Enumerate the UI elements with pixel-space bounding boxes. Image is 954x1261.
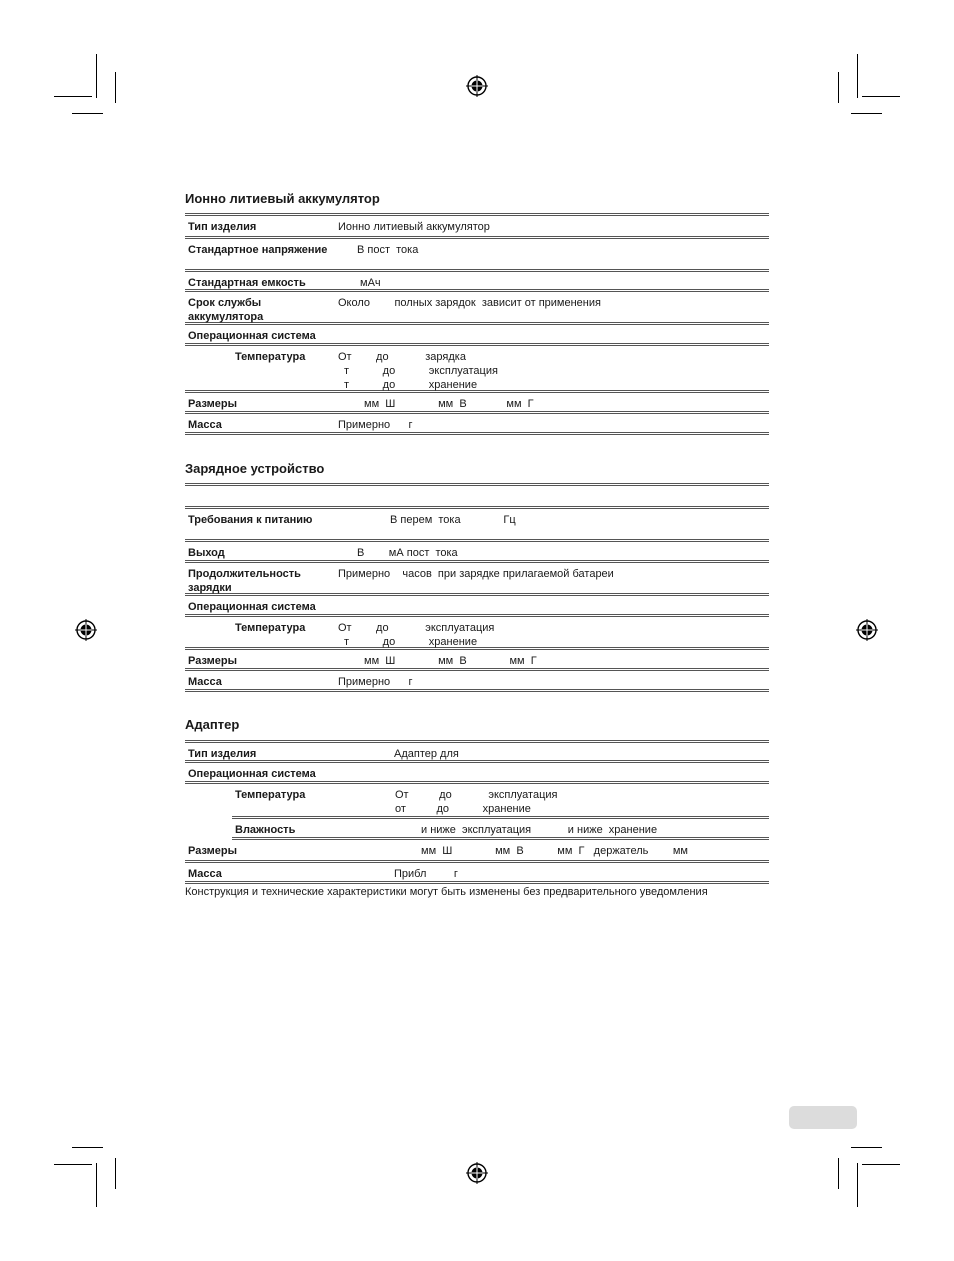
- registration-mark-icon: [466, 75, 488, 97]
- row-label: Температура: [235, 622, 306, 634]
- row-label: Влажность: [235, 824, 296, 836]
- section-title: Ионно литиевый аккумулятор: [185, 191, 380, 206]
- table-row: [185, 617, 769, 647]
- spec-table: [185, 740, 769, 884]
- crop-mark: [857, 54, 858, 98]
- table-rule: [185, 432, 769, 435]
- table-row: [185, 292, 769, 322]
- table-row: [185, 216, 769, 236]
- row-label: Требования к питанию: [188, 514, 313, 526]
- row-value: т до эксплуатация: [344, 365, 498, 377]
- crop-mark: [851, 113, 882, 114]
- section-title: Адаптер: [185, 717, 240, 732]
- registration-mark-icon: [75, 619, 97, 641]
- section-title: Зарядное устройство: [185, 461, 325, 476]
- row-value: Около полных зарядок зависит от применения: [338, 297, 601, 309]
- table-row: [185, 671, 769, 689]
- row-label: Срок службы аккумулятора: [188, 297, 264, 323]
- table-row: [185, 486, 769, 506]
- row-label: Размеры: [188, 655, 238, 667]
- table-row: [185, 414, 769, 432]
- page-number-tab: [789, 1106, 857, 1129]
- crop-mark: [54, 96, 92, 97]
- table-row: [185, 563, 769, 593]
- footnote: Конструкция и технические характеристики могут быть изменены без предварительного уведомления: [185, 886, 708, 898]
- row-value: В пост тока: [357, 244, 419, 256]
- row-label: Масса: [188, 419, 222, 431]
- row-label: Тип изделия: [188, 221, 257, 233]
- crop-mark: [72, 113, 103, 114]
- row-label: Температура: [235, 789, 306, 801]
- row-value: Прибл г: [394, 868, 458, 880]
- row-value: т до хранение: [344, 636, 478, 648]
- row-label: Выход: [188, 547, 225, 559]
- table-row: [185, 784, 769, 816]
- row-value: и ниже эксплуатация и ниже хранение: [421, 824, 658, 836]
- row-value: мАч: [360, 277, 381, 289]
- registration-mark-icon: [466, 1162, 488, 1184]
- row-value: мм Ш мм В мм Г держатель мм: [421, 845, 688, 857]
- row-value: Ионно литиевый аккумулятор: [338, 221, 490, 233]
- table-row: [185, 650, 769, 668]
- table-rule: [185, 689, 769, 692]
- table-row: [185, 393, 769, 411]
- crop-mark: [72, 1147, 103, 1148]
- row-value: Примерно г: [338, 419, 413, 431]
- crop-mark: [115, 1158, 116, 1189]
- spec-table: [185, 213, 769, 435]
- registration-mark-icon: [856, 619, 878, 641]
- crop-mark: [115, 72, 116, 103]
- row-label: Размеры: [188, 845, 238, 857]
- table-row: [185, 346, 769, 390]
- table-row: [185, 863, 769, 881]
- table-rule: [185, 881, 769, 884]
- table-row: [185, 272, 769, 289]
- row-value: Адаптер для: [394, 748, 459, 760]
- table-row: [185, 840, 769, 860]
- row-label: Температура: [235, 351, 306, 363]
- spec-table: [185, 483, 769, 692]
- table-row: [185, 763, 769, 781]
- row-label: Тип изделия: [188, 748, 257, 760]
- table-row: [185, 596, 769, 614]
- row-label: Стандартная емкость: [188, 277, 306, 289]
- table-row: [185, 325, 769, 343]
- crop-mark: [851, 1147, 882, 1148]
- row-value: Примерно г: [338, 676, 413, 688]
- row-label: Масса: [188, 676, 222, 688]
- table-row: [185, 239, 769, 269]
- crop-mark: [838, 72, 839, 103]
- row-value: мм Ш мм В мм Г: [364, 655, 537, 667]
- row-label: Операционная система: [188, 330, 316, 342]
- row-value: т до хранение: [344, 379, 478, 391]
- row-value: От до эксплуатация: [338, 622, 495, 634]
- row-value: Примерно часов при зарядке прилагаемой батареи: [338, 568, 614, 580]
- crop-mark: [96, 1163, 97, 1207]
- table-row: [185, 819, 769, 837]
- table-row: [185, 542, 769, 560]
- row-value: В перем тока Гц: [390, 514, 516, 526]
- crop-mark: [862, 96, 900, 97]
- table-row: [185, 509, 769, 539]
- row-label: Операционная система: [188, 768, 316, 780]
- row-value: от до хранение: [395, 803, 531, 815]
- row-value: От до эксплуатация: [395, 789, 558, 801]
- row-value: мм Ш мм В мм Г: [364, 398, 534, 410]
- crop-mark: [862, 1164, 900, 1165]
- table-row: [185, 743, 769, 760]
- crop-mark: [838, 1158, 839, 1189]
- row-label: Операционная система: [188, 601, 316, 613]
- crop-mark: [54, 1164, 92, 1165]
- row-value: От до зарядка: [338, 351, 466, 363]
- crop-mark: [96, 54, 97, 98]
- row-label: Масса: [188, 868, 222, 880]
- row-label: Размеры: [188, 398, 238, 410]
- row-value: В мА пост тока: [357, 547, 458, 559]
- crop-mark: [857, 1163, 858, 1207]
- row-label: Стандартное напряжение: [188, 244, 328, 256]
- row-label: Продолжительность зарядки: [188, 568, 301, 594]
